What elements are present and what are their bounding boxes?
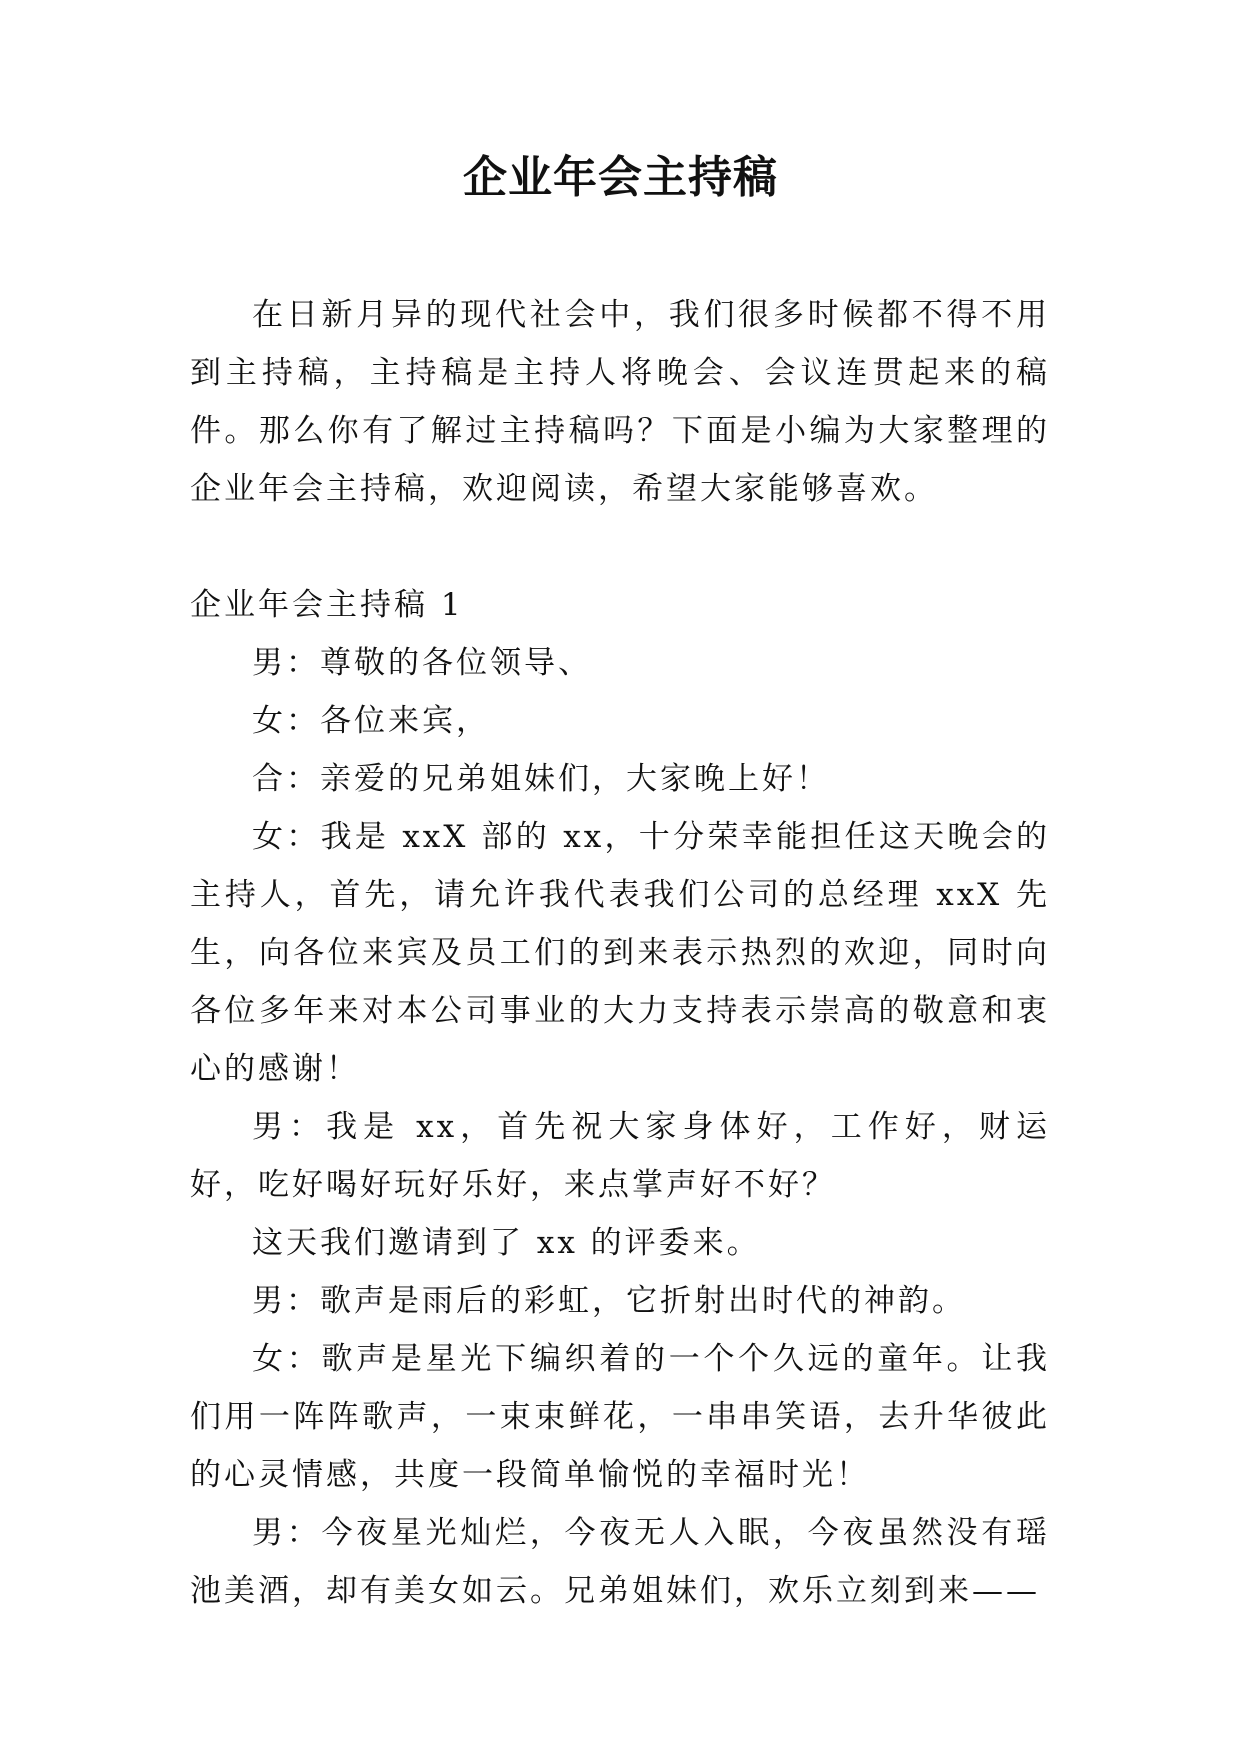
dialogue-line: 女：我是 xxX 部的 xx，十分荣幸能担任这天晚会的主持人，首先，请允许我代表我们公司的总经理 xxX 先生，向各位来宾及员工们的到来表示热烈的欢迎，同时向各位多年来对本公司事业的大力支持表示崇高的敬意和衷心的感谢！: [190, 819, 1050, 1087]
intro-paragraph: 在日新月异的现代社会中，我们很多时候都不得不用到主持稿，主持稿是主持人将晚会、会议连贯起来的稿件。那么你有了解过主持稿吗？下面是小编为大家整理的企业年会主持稿，欢迎阅读，希望大家能够喜欢。: [190, 297, 1050, 507]
section-heading: 企业年会主持稿 1: [190, 587, 464, 623]
document-body: [190, 286, 1050, 1620]
dialogue-line: 男：我是 xx，首先祝大家身体好，工作好，财运好，吃好喝好玩好乐好，来点掌声好不好？: [190, 1109, 1050, 1203]
dialogue-line: 女：各位来宾，: [252, 703, 490, 739]
document-title: 企业年会主持稿: [463, 152, 778, 203]
dialogue-line: 合：亲爱的兄弟姐妹们，大家晚上好！: [252, 761, 830, 797]
dialogue-line: 女：歌声是星光下编织着的一个个久远的童年。让我们用一阵阵歌声，一束束鲜花，一串串笑语，去升华彼此的心灵情感，共度一段简单愉悦的幸福时光！: [190, 1341, 1050, 1493]
dialogue-line: 这天我们邀请到了 xx 的评委来。: [252, 1225, 761, 1261]
dialogue-line: 男：今夜星光灿烂，今夜无人入眠，今夜虽然没有瑶池美酒，却有美女如云。兄弟姐妹们，欢乐立刻到来——: [190, 1515, 1050, 1609]
dialogue-line: 男：歌声是雨后的彩虹，它折射出时代的神韵。: [252, 1283, 966, 1319]
dialogue-line: 男：尊敬的各位领导、: [252, 645, 592, 681]
